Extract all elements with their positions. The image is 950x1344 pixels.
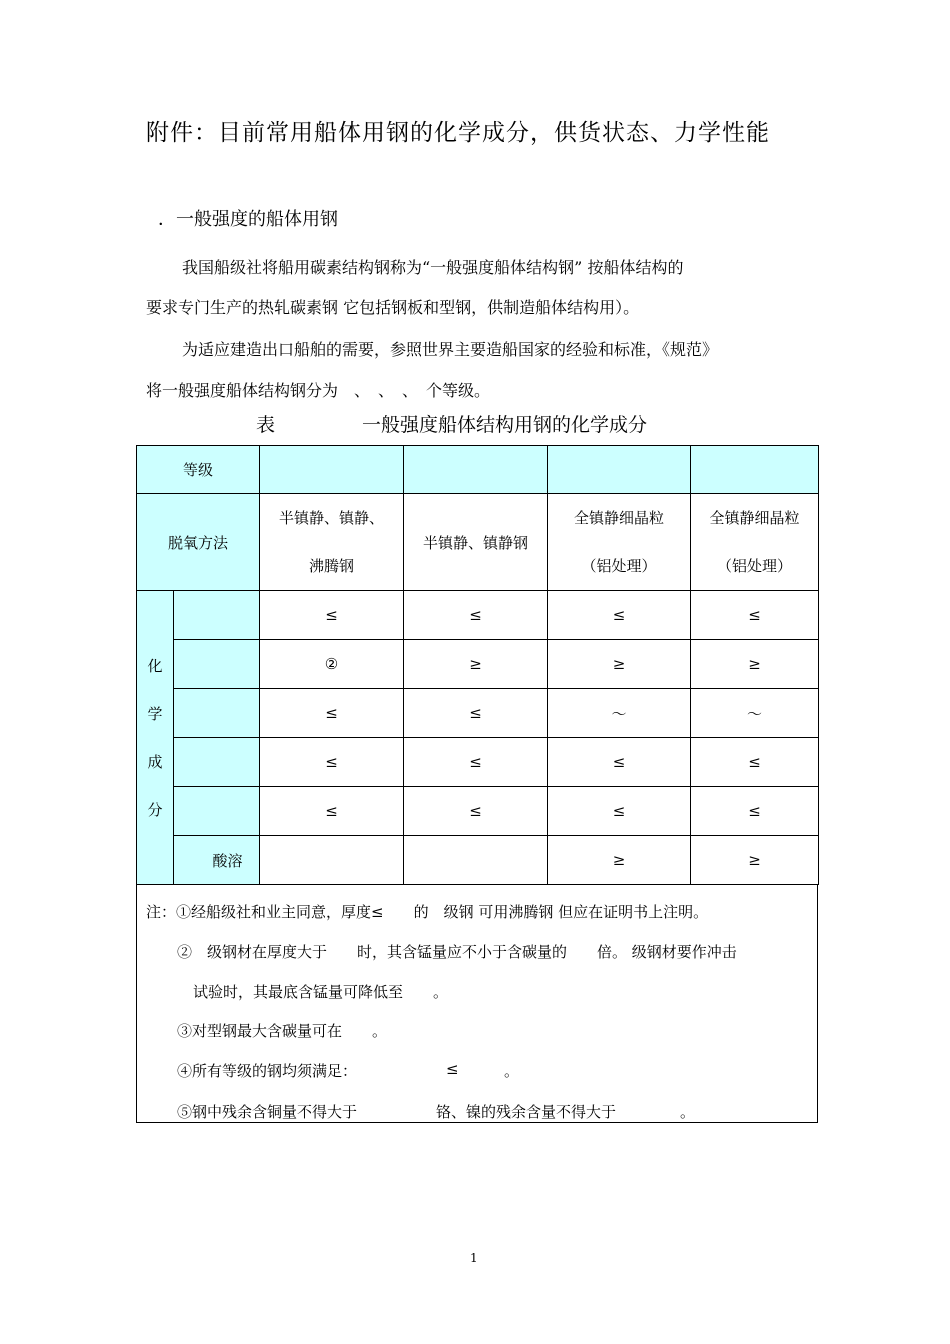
label-char: 成	[147, 752, 163, 771]
composition-row	[137, 689, 819, 738]
value-cell: ≤	[260, 787, 404, 836]
paragraph-line: 为适应建造出口船舶的需要，参照世界主要造船国家的经验和标准，《规范》	[182, 340, 719, 359]
value-cell: ≥	[691, 836, 819, 885]
value-cell: ≤	[404, 738, 548, 787]
table-caption-text: 一般强度船体结构用钢的化学成分	[362, 414, 648, 436]
note-4-symbol: ≤	[446, 1060, 459, 1078]
grade-row	[137, 446, 819, 494]
value-cell: ～	[548, 689, 691, 738]
value-cell: ≤	[691, 738, 819, 787]
deoxidation-header: 脱氧方法	[137, 494, 260, 591]
paragraph-line: 将一般强度船体结构钢分为 、 、 、 个等级。	[146, 381, 491, 400]
document-title: 附件：目前常用船体用钢的化学成分，供货状态、力学性能	[146, 120, 770, 146]
note-2: ② 级钢材在厚度大于 时，其含锰量应不小于含碳量的 倍。 级钢材要作冲击	[177, 943, 737, 961]
value-cell: ≥	[548, 836, 691, 885]
value-cell	[260, 836, 404, 885]
note-3: ③对型钢最大含碳量可在 。	[177, 1022, 388, 1040]
value-cell: ≤	[691, 787, 819, 836]
value-cell: ②	[260, 640, 404, 689]
deoxidation-line: （铝处理）	[581, 557, 657, 575]
value-cell: ～	[691, 689, 819, 738]
note-4: ④所有等级的钢均须满足：	[177, 1062, 358, 1080]
composition-row	[137, 591, 819, 640]
deoxidation-cell	[691, 494, 819, 591]
deoxidation-cell	[404, 494, 548, 591]
element-cell	[174, 591, 260, 640]
value-cell: ≤	[548, 738, 691, 787]
deoxidation-line: （铝处理）	[717, 557, 793, 575]
value-cell	[404, 836, 548, 885]
value-cell: ≥	[691, 640, 819, 689]
value-cell: ≤	[260, 591, 404, 640]
page-number: 1	[470, 1251, 478, 1265]
element-cell: 酸溶	[174, 836, 260, 885]
element-cell	[174, 689, 260, 738]
grade-cell	[548, 446, 691, 494]
grade-cell	[404, 446, 548, 494]
deoxidation-cell	[260, 494, 404, 591]
note-5: ⑤钢中残余含铜量不得大于	[177, 1103, 358, 1121]
value-cell: ≤	[548, 787, 691, 836]
note-5-end: 。	[680, 1103, 696, 1121]
paragraph-line: 我国船级社将船用碳素结构钢称为“一般强度船体结构钢” 按船体结构的	[182, 258, 684, 277]
deoxidation-line: 全镇静细晶粒	[709, 509, 800, 527]
note-5-mid: 铬、镍的残余含量不得大于	[436, 1103, 617, 1121]
note-2-continued: 试验时，其最底含锰量可降低至 。	[193, 983, 449, 1001]
deoxidation-line: 半镇静、镇静钢	[423, 533, 529, 552]
paragraph-line: 要求专门生产的热轧碳素钢 它包括钢板和型钢，供制造船体结构用）。	[146, 298, 640, 317]
note-4-end: 。	[504, 1062, 520, 1080]
table-caption-prefix: 表	[256, 414, 276, 436]
grade-header: 等级	[137, 446, 260, 494]
deoxidation-cell	[548, 494, 691, 591]
element-cell	[174, 787, 260, 836]
label-char: 学	[147, 704, 163, 723]
element-cell	[174, 640, 260, 689]
grade-cell	[260, 446, 404, 494]
value-cell: ≤	[548, 591, 691, 640]
grade-cell	[691, 446, 819, 494]
value-cell: ≤	[691, 591, 819, 640]
deoxidation-row	[137, 494, 819, 591]
value-cell: ≤	[404, 787, 548, 836]
composition-row	[137, 738, 819, 787]
deoxidation-line: 全镇静细晶粒	[574, 509, 665, 527]
value-cell: ≥	[548, 640, 691, 689]
deoxidation-line: 半镇静、镇静、	[279, 509, 385, 527]
value-cell: ≤	[260, 738, 404, 787]
value-cell: ≥	[404, 640, 548, 689]
label-char: 化	[147, 656, 163, 675]
composition-row	[137, 640, 819, 689]
composition-row	[137, 836, 819, 885]
chemical-composition-label	[137, 591, 174, 885]
value-cell: ≤	[404, 591, 548, 640]
note-1: 注：①经船级社和业主同意，厚度≤ 的 级钢 可用沸腾钢 但应在证明书上注明。	[146, 903, 709, 921]
section-heading: ．一般强度的船体用钢	[158, 209, 338, 230]
value-cell: ≤	[404, 689, 548, 738]
deoxidation-line: 沸腾钢	[309, 557, 355, 575]
element-cell	[174, 738, 260, 787]
chemical-composition-table	[136, 445, 819, 885]
composition-row	[137, 787, 819, 836]
label-char: 分	[147, 800, 163, 819]
value-cell: ≤	[260, 689, 404, 738]
